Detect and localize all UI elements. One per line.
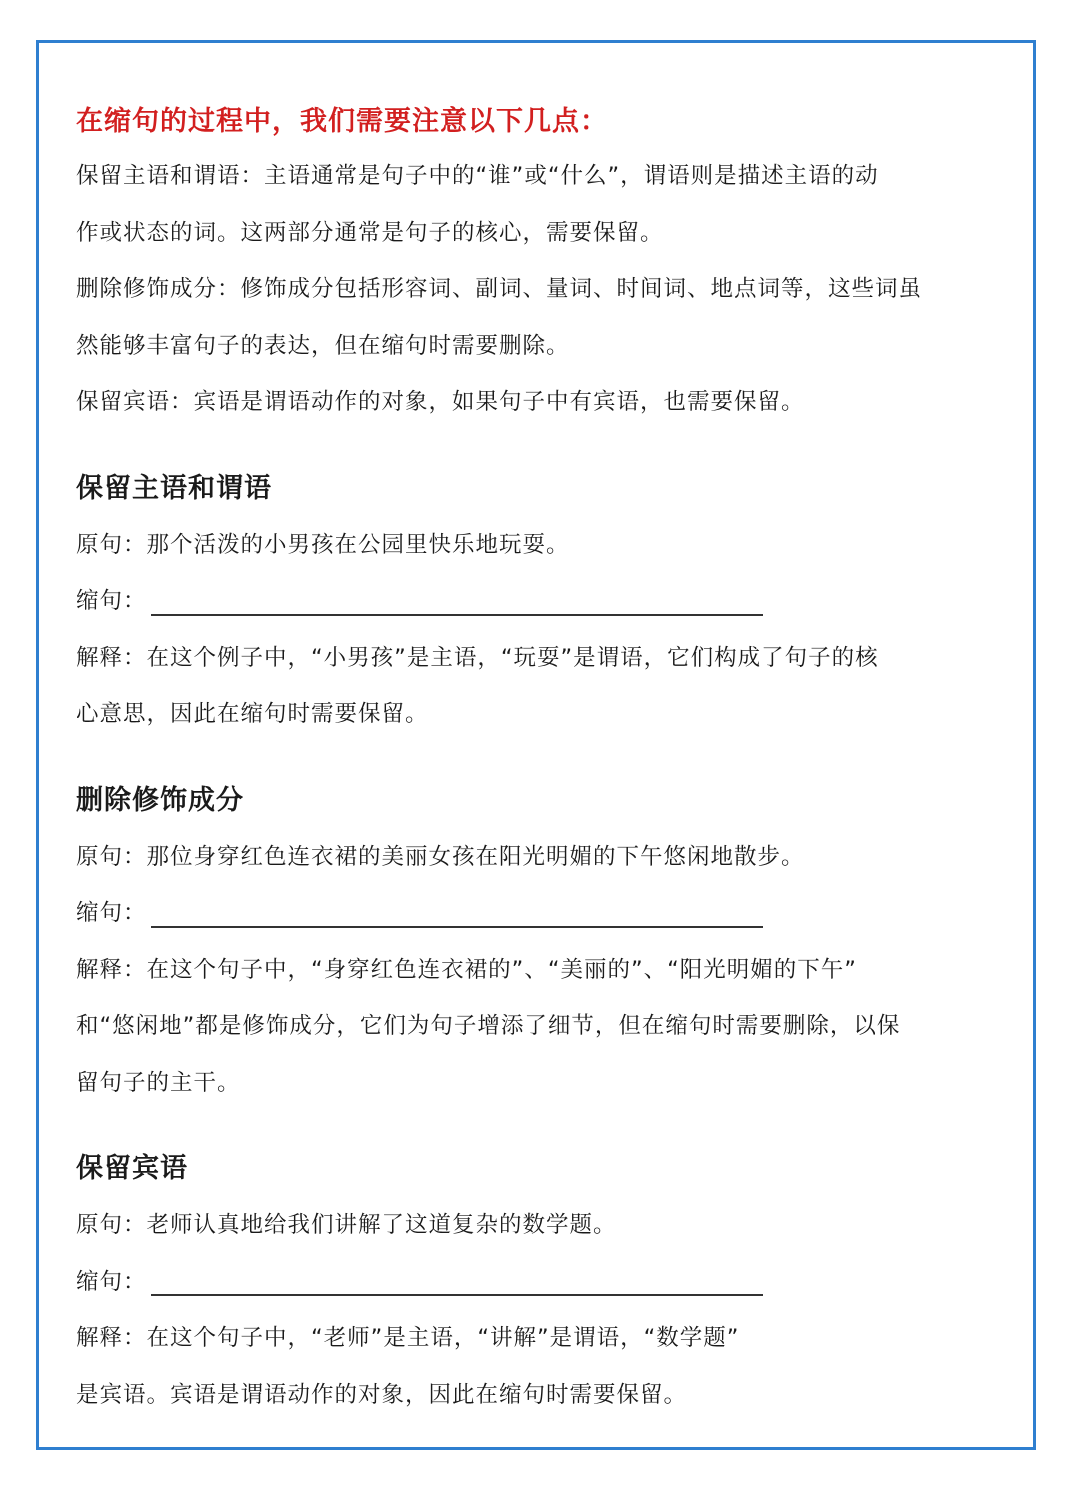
answer-label: 缩句：: [76, 588, 147, 614]
section-title: 保留宾语: [76, 1153, 188, 1184]
answer-row: [76, 1254, 1016, 1311]
original-sentence: 原句：那位身穿红色连衣裙的美丽女孩在阳光明媚的下午悠闲地散步。: [76, 843, 805, 870]
answer-label: 缩句：: [76, 900, 147, 926]
intro-title: 在缩句的过程中，我们需要注意以下几点：: [76, 106, 608, 137]
document-content: [76, 96, 1016, 1423]
explanation-line: 是宾语。宾语是谓语动作的对象，因此在缩句时需要保留。: [76, 1381, 688, 1408]
explanation-line: 心意思，因此在缩句时需要保留。: [76, 701, 429, 727]
original-sentence: 原句：老师认真地给我们讲解了这道复杂的数学题。: [76, 1212, 617, 1238]
intro-line: 作或状态的词。这两部分通常是句子的核心，需要保留。: [76, 219, 664, 246]
section-remove-modifiers: [76, 773, 1016, 1112]
section-keep-object: [76, 1141, 1016, 1423]
explanation-line: 留句子的主干。: [76, 1069, 241, 1096]
explanation-line: 解释：在这个例子中，“小男孩”是主语，“玩耍”是谓语，它们构成了句子的核: [76, 644, 879, 671]
explanation-line: 和“悠闲地”都是修饰成分，它们为句子增添了细节，但在缩句时需要删除，以保: [76, 1013, 901, 1039]
section-keep-subject-predicate: [76, 461, 1016, 743]
section-title: 保留主语和谓语: [76, 472, 272, 504]
intro-line: 删除修饰成分：修饰成分包括形容词、副词、量词、时间词、地点词等，这些词虽: [76, 276, 923, 302]
explanation-line: 解释：在这个句子中，“身穿红色连衣裙的”、“美丽的”、“阳光明媚的下午”: [76, 956, 857, 983]
section-title: 删除修饰成分: [76, 784, 244, 816]
answer-blank-line[interactable]: [151, 925, 763, 928]
answer-blank-line[interactable]: [151, 1293, 763, 1296]
explanation-line: 解释：在这个句子中，“老师”是主语，“讲解”是谓语，“数学题”: [76, 1325, 740, 1351]
answer-row: [76, 885, 1016, 942]
intro-line: 保留宾语：宾语是谓语动作的对象，如果句子中有宾语，也需要保留。: [76, 389, 805, 415]
intro-line: 然能够丰富句子的表达，但在缩句时需要删除。: [76, 332, 570, 359]
answer-row: [76, 573, 1016, 630]
answer-label: 缩句：: [76, 1268, 147, 1295]
original-sentence: 原句：那个活泼的小男孩在公园里快乐地玩耍。: [76, 531, 570, 558]
answer-blank-line[interactable]: [151, 613, 763, 616]
intro-line: 保留主语和谓语：主语通常是句子中的“谁”或“什么”，谓语则是描述主语的动: [76, 163, 879, 189]
